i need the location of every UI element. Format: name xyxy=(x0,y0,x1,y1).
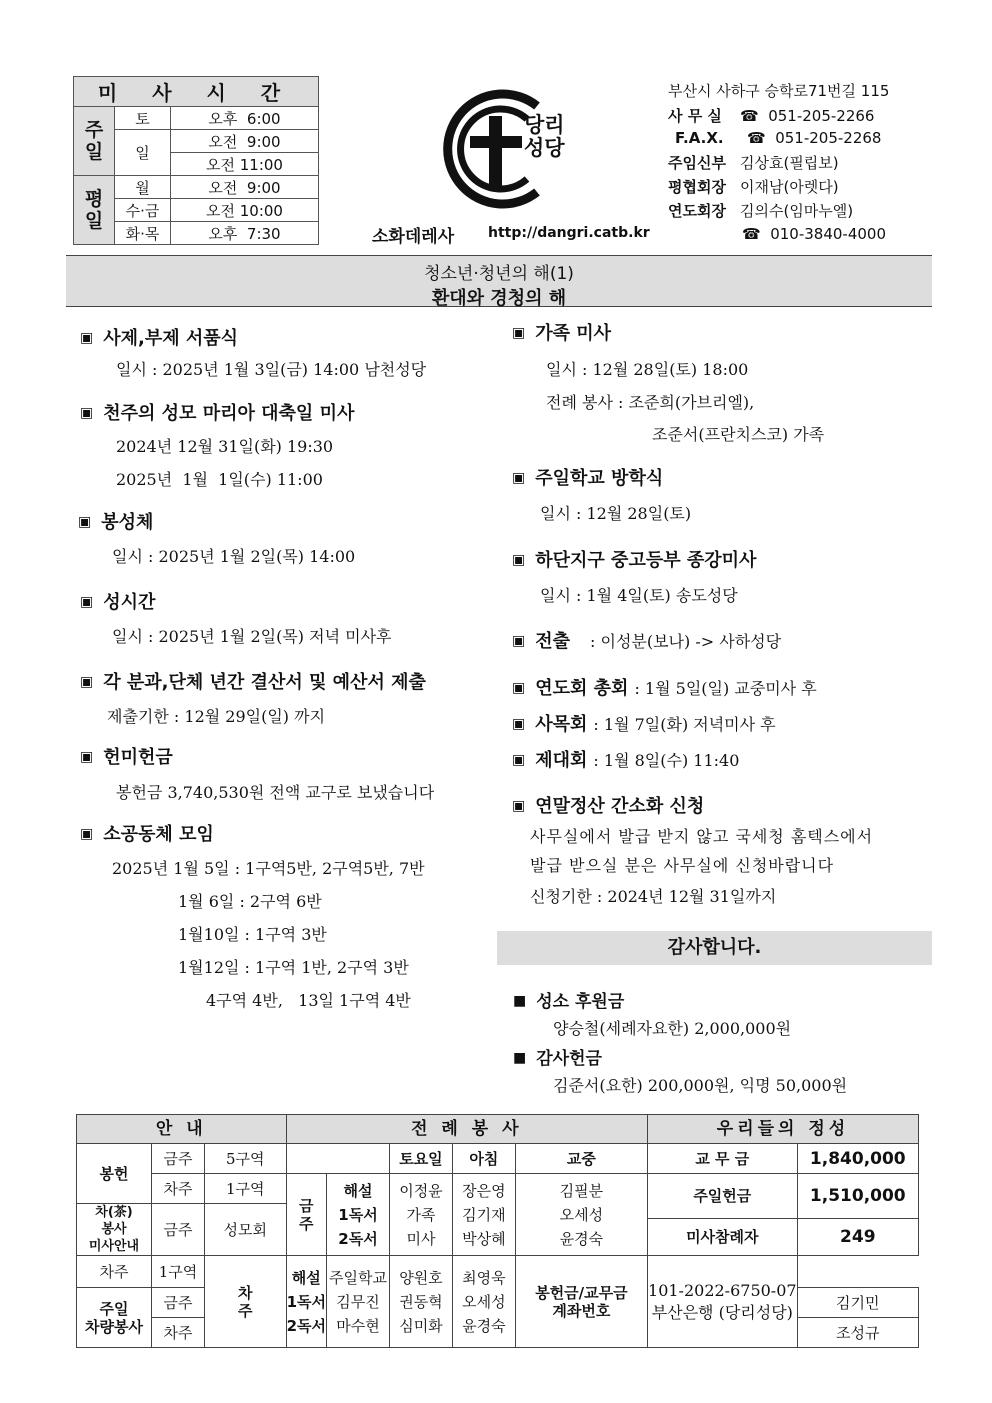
mass-time: 오전 9:00 xyxy=(171,130,319,153)
offering-header: 우리들의 정성 xyxy=(648,1115,919,1144)
square-bullet-icon: ▣ xyxy=(512,470,526,486)
attendance-label: 미사참례자 xyxy=(648,1219,798,1256)
next-week-label: 차주 xyxy=(152,1174,205,1204)
pastor: 주임신부 김상효(필립보) xyxy=(668,154,839,172)
car-next: 조성규 xyxy=(797,1318,918,1348)
small-community-line: 1월12일 : 1구역 1반, 2구역 3반 xyxy=(178,958,409,977)
tea-next: 1구역 xyxy=(152,1256,205,1288)
bullet-icon: ■ xyxy=(513,993,527,1009)
sunday-offering-label: 주일헌금 xyxy=(648,1174,798,1219)
mass-day: 일 xyxy=(115,130,171,176)
roles-next: 해설 1독서 2독서 xyxy=(286,1256,326,1348)
family-mass-date: 일시 : 12월 28일(토) 18:00 xyxy=(546,360,749,379)
mary-feast-date-1: 2024년 12월 31일(화) 19:30 xyxy=(116,437,334,456)
section-transfer: ▣ 전출 : 이성분(보나) -> 사하성당 xyxy=(512,631,782,652)
this-week-label: 금주 xyxy=(152,1144,205,1174)
bullet-icon: ■ xyxy=(513,1050,527,1066)
thanks-header: 감사합니다. xyxy=(497,931,932,965)
this-week-label: 금주 xyxy=(152,1288,205,1318)
tax-settlement-line: 신청기한 : 2024년 12월 31일까지 xyxy=(530,887,777,906)
mass-time: 오전 10:00 xyxy=(171,199,319,222)
next-sat-servers: 주일학교 김무진 마수현 xyxy=(327,1256,390,1348)
rice-offering-text: 봉헌금 3,740,530원 전액 교구로 보냈습니다 xyxy=(116,783,435,802)
square-bullet-icon: ▣ xyxy=(512,798,526,814)
square-bullet-icon: ▣ xyxy=(512,633,526,649)
this-week-liturgy-label: 금 주 xyxy=(286,1174,326,1256)
section-altar-society: ▣ 제대회 : 1월 8일(수) 11:40 xyxy=(512,750,740,771)
logo-text-2: 성당 xyxy=(524,136,565,160)
square-bullet-icon: ▣ xyxy=(512,552,526,568)
fax: F.A.X. ☎ 051-205-2268 xyxy=(675,129,882,147)
youth-closing-date: 일시 : 1월 4일(토) 송도성당 xyxy=(540,586,738,605)
square-bullet-icon: ▣ xyxy=(512,716,526,732)
communion-sick-date: 일시 : 2025년 1월 2일(목) 14:00 xyxy=(112,547,356,566)
section-sunday-school-break: ▣ 주일학교 방학식 xyxy=(512,468,664,489)
sunday-offering-value: 1,510,000 xyxy=(797,1174,918,1219)
col-main: 교중 xyxy=(515,1144,647,1174)
car-label: 주일 차량봉사 xyxy=(77,1288,152,1348)
roles-this: 해설 1독서 2독서 xyxy=(327,1174,390,1256)
small-community-line: 2025년 1월 5일 : 1구역5반, 2구역5반, 7반 xyxy=(112,859,425,878)
year-theme-banner xyxy=(66,255,932,307)
small-community-line: 1월10일 : 1구역 3반 xyxy=(178,925,327,944)
mass-time: 오후 6:00 xyxy=(171,107,319,130)
bonghun-label: 봉헌 xyxy=(77,1144,152,1204)
banner-line-1: 청소년·청년의 해(1) xyxy=(424,264,574,284)
holy-hour-date: 일시 : 2025년 1월 2일(목) 저녁 미사후 xyxy=(112,627,392,646)
section-family-mass: ▣ 가족 미사 xyxy=(512,323,612,344)
col-morning: 아침 xyxy=(452,1144,515,1174)
next-week-liturgy-label: 차 주 xyxy=(205,1256,287,1348)
mass-time: 오전 9:00 xyxy=(171,176,319,199)
small-community-line: 1월 6일 : 2구역 6반 xyxy=(178,892,322,911)
section-pastoral-council: ▣ 사목회 : 1월 7일(화) 저녁미사 후 xyxy=(512,714,776,735)
logo-text-1: 당리 xyxy=(524,113,565,137)
square-bullet-icon: ▣ xyxy=(80,674,94,690)
section-rice-offering: ▣ 헌미헌금 xyxy=(80,747,173,768)
section-yeondo-meeting: ▣ 연도회 총회 : 1월 5일(일) 교중미사 후 xyxy=(512,678,817,699)
patron-saint: 소화데레사 xyxy=(372,227,455,247)
liturgy-header: 전 례 봉 사 xyxy=(286,1115,647,1144)
council-president: 평협회장 이재남(아렛다) xyxy=(668,178,839,196)
next-morning-servers: 양원호 권동혁 심미화 xyxy=(390,1256,453,1348)
banner-line-2: 환대와 경청의 해 xyxy=(431,288,567,309)
address: 부산시 사하구 승학로71번길 115 xyxy=(668,82,890,100)
sunday-label: 주일 xyxy=(74,107,115,176)
mass-time-table xyxy=(73,76,319,245)
section-small-community: ▣ 소공동체 모임 xyxy=(80,824,214,845)
this-main-servers: 김필분 오세성 윤경숙 xyxy=(515,1174,647,1256)
this-week-label: 금주 xyxy=(152,1204,205,1256)
account-value: 101-2022-6750-07 부산은행 (당리성당) xyxy=(648,1256,798,1348)
square-bullet-icon: ▣ xyxy=(80,330,94,346)
tea-this: 성모회 xyxy=(205,1204,287,1256)
tax-settlement-line: 발급 받으실 분은 사무실에 신청바랍니다 xyxy=(530,856,835,875)
weekday-label: 평일 xyxy=(74,176,115,245)
mass-day: 수·금 xyxy=(115,199,171,222)
ordination-date: 일시 : 2025년 1월 3일(금) 14:00 남천성당 xyxy=(116,360,427,379)
yeondo-phone: ☎ 010-3840-4000 xyxy=(742,225,887,243)
bottom-info-table xyxy=(76,1114,919,1348)
next-week-label: 차주 xyxy=(152,1318,205,1348)
thanksgiving-offering: ■ 감사헌금 xyxy=(513,1049,602,1069)
gyomu-label: 교 무 금 xyxy=(648,1144,798,1174)
section-budget-report: ▣ 각 분과,단체 년간 결산서 및 예산서 제출 xyxy=(80,672,426,693)
mass-time: 오전 11:00 xyxy=(171,153,319,176)
square-bullet-icon: ▣ xyxy=(80,594,94,610)
car-this: 김기민 xyxy=(797,1288,918,1318)
vocation-donor: 양승철(세례자요한) 2,000,000원 xyxy=(553,1019,792,1038)
square-bullet-icon: ▣ xyxy=(512,680,526,696)
square-bullet-icon: ▣ xyxy=(80,749,94,765)
tax-settlement-line: 사무실에서 발급 받지 않고 국세청 홈텍스에서 xyxy=(530,827,874,846)
account-label: 봉헌금/교무금 계좌번호 xyxy=(515,1256,647,1348)
family-mass-servers: 전례 봉사 : 조준희(가브리엘), xyxy=(546,393,755,412)
tea-label: 차(茶) 봉사 미사안내 xyxy=(77,1204,152,1256)
small-community-line: 4구역 4반, 13일 1구역 4반 xyxy=(206,991,411,1010)
square-bullet-icon: ▣ xyxy=(78,514,92,530)
square-bullet-icon: ▣ xyxy=(80,405,94,421)
next-main-servers: 최영욱 오세성 윤경숙 xyxy=(452,1256,515,1348)
section-communion-sick: ▣ 봉성체 xyxy=(78,512,154,533)
mass-time-title: 미 사 시 간 xyxy=(74,77,319,107)
website-link[interactable]: http://dangri.catb.kr xyxy=(488,225,650,241)
col-saturday: 토요일 xyxy=(390,1144,453,1174)
mass-time: 오후 7:30 xyxy=(171,222,319,245)
this-morning-servers: 장은영 김기재 박상혜 xyxy=(452,1174,515,1256)
family-mass-servers-2: 조준서(프란치스코) 가족 xyxy=(652,425,825,444)
bonghun-next: 1구역 xyxy=(205,1174,287,1204)
guide-header: 안 내 xyxy=(77,1115,287,1144)
thanksgiving-donors: 김준서(요한) 200,000원, 익명 50,000원 xyxy=(553,1076,848,1095)
section-tax-settlement: ▣ 연말정산 간소화 신청 xyxy=(512,796,705,817)
church-logo xyxy=(432,84,572,214)
budget-deadline: 제출기한 : 12월 29일(일) 까지 xyxy=(107,707,326,726)
next-week-label: 차주 xyxy=(77,1256,152,1288)
square-bullet-icon: ▣ xyxy=(512,325,526,341)
section-ordination: ▣ 사제,부제 서품식 xyxy=(80,328,239,349)
mass-day: 토 xyxy=(115,107,171,130)
yeondo-president: 연도회장 김의수(임마누엘) xyxy=(668,202,854,220)
sunday-school-date: 일시 : 12월 28일(토) xyxy=(540,504,692,523)
mass-day: 월 xyxy=(115,176,171,199)
bonghun-this: 5구역 xyxy=(205,1144,287,1174)
mass-day: 화·목 xyxy=(115,222,171,245)
section-holy-hour: ▣ 성시간 xyxy=(80,592,156,613)
mary-feast-date-2: 2025년 1월 1일(수) 11:00 xyxy=(116,470,323,489)
gyomu-value: 1,840,000 xyxy=(797,1144,918,1174)
vocation-donation: ■ 성소 후원금 xyxy=(513,992,625,1012)
office-phone: 사 무 실 ☎ 051-205-2266 xyxy=(668,107,875,125)
square-bullet-icon: ▣ xyxy=(80,826,94,842)
square-bullet-icon: ▣ xyxy=(512,752,526,768)
attendance-value: 249 xyxy=(797,1219,918,1256)
section-mary-feast: ▣ 천주의 성모 마리아 대축일 미사 xyxy=(80,403,355,424)
this-sat-servers: 이정윤 가족 미사 xyxy=(390,1174,453,1256)
section-youth-closing-mass: ▣ 하단지구 중고등부 종강미사 xyxy=(512,550,757,571)
